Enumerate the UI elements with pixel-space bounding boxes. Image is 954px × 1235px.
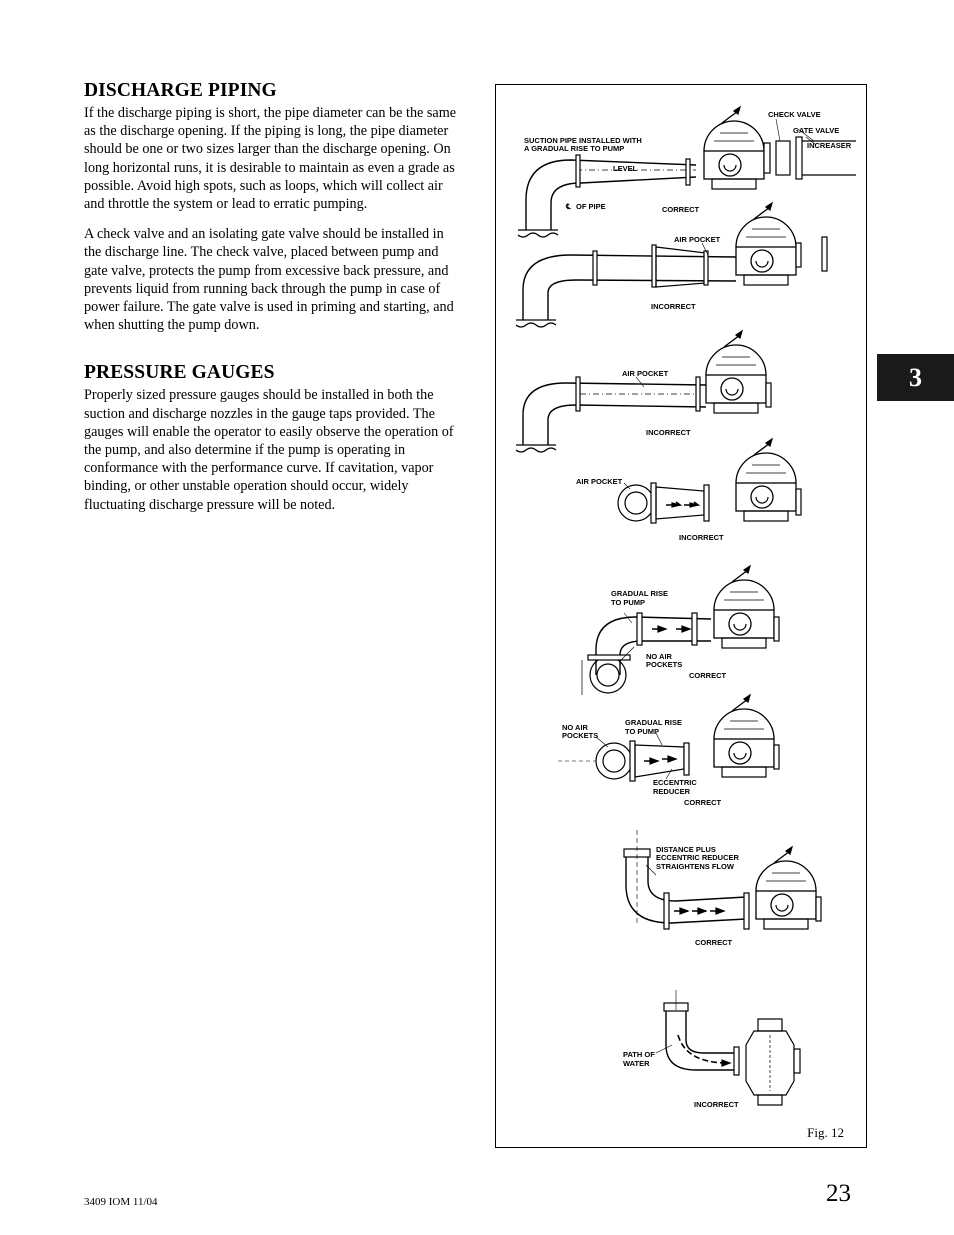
label-incorrect-4: INCORRECT — [694, 1100, 739, 1109]
discharge-paragraph-2: A check valve and an isolating gate valve should be installed in the discharge line. The check valve, placed between pump and gate valve, protects the pump from excessive back pressure, and prevents liquid from running back through the pump in case of power failure. The gate valve is used in priming and starting, and when shutting the pump down. — [84, 226, 454, 334]
label-incorrect-1: INCORRECT — [651, 302, 696, 311]
discharge-paragraph-1: If the discharge piping is short, the pipe diameter can be the same as the discharge opening. If the piping is long, the pipe diameter should be one or two sizes larger than the discharge opening. On long horizontal runs, it is desirable to maintain as even a grade as possible. Avoid high spots, such as loops, which will collect air and throttle the system or lead to erratic pumping. — [84, 105, 457, 213]
label-correct-3: CORRECT — [684, 798, 722, 807]
figure-12-box — [495, 84, 867, 1148]
label-incorrect-3: INCORRECT — [679, 533, 724, 542]
label-gradual-rise-b2: TO PUMP — [625, 727, 660, 736]
diagram-5-correct — [582, 566, 779, 695]
label-air-pocket-1: AIR POCKET — [674, 235, 721, 244]
chapter-tab: 3 — [877, 354, 954, 401]
label-correct-4: CORRECT — [695, 938, 733, 947]
figure-caption: Fig. 12 — [807, 1125, 844, 1140]
label-distance-2: ECCENTRIC REDUCER — [656, 853, 739, 862]
diagram-8-incorrect — [656, 990, 800, 1105]
diagram-3-incorrect — [516, 331, 771, 452]
label-distance-3: STRAIGHTENS FLOW — [656, 862, 734, 871]
page-number: 23 — [826, 1180, 851, 1207]
label-gradual-rise-b1: GRADUAL RISE — [625, 718, 682, 727]
label-no-air-a1: NO AIR — [646, 652, 672, 661]
label-path-2: WATER — [623, 1059, 650, 1068]
footer-doc-code: 3409 IOM 11/04 — [84, 1196, 158, 1208]
label-gradual-rise-a2: TO PUMP — [611, 598, 646, 607]
discharge-piping-heading: DISCHARGE PIPING — [84, 80, 277, 101]
label-air-pocket-3: AIR POCKET — [576, 477, 623, 486]
label-gate-valve: GATE VALVE — [793, 126, 840, 135]
label-incorrect-2: INCORRECT — [646, 428, 691, 437]
label-correct-2: CORRECT — [689, 671, 727, 680]
diagram-7-correct — [624, 830, 821, 929]
label-check-valve: CHECK VALVE — [768, 110, 821, 119]
label-eccentric-2: REDUCER — [653, 787, 691, 796]
label-level: LEVEL — [613, 164, 638, 173]
text-column — [84, 80, 460, 526]
label-correct-1: CORRECT — [662, 205, 700, 214]
label-no-air-b2: POCKETS — [562, 731, 599, 740]
label-suction-pipe-1: SUCTION PIPE INSTALLED WITH — [524, 136, 642, 145]
label-distance-1: DISTANCE PLUS — [656, 845, 716, 854]
label-suction-pipe-2: A GRADUAL RISE TO PUMP — [524, 144, 625, 153]
label-gradual-rise-a1: GRADUAL RISE — [611, 589, 668, 598]
label-increaser: INCREASER — [807, 141, 852, 150]
label-cl-of-pipe: OF PIPE — [576, 202, 606, 211]
label-no-air-b1: NO AIR — [562, 723, 588, 732]
label-air-pocket-2: AIR POCKET — [622, 369, 669, 378]
label-no-air-a2: POCKETS — [646, 660, 683, 669]
label-path-1: PATH OF — [623, 1050, 655, 1059]
label-eccentric-1: ECCENTRIC — [653, 778, 697, 787]
cl-symbol-icon: ℄ — [566, 202, 571, 211]
diagram-4-incorrect — [618, 439, 801, 523]
pressure-gauges-paragraph: Properly sized pressure gauges should be installed in both the suction and discharge nozzles in the gauge taps provided. The gauges will enable the operator to easily observe the operation of the pump, and also determine if the pump is operating in conformance with the performance curve. If cavitation, vapor binding, or other unstable operation should occur, widely fluctuating discharge pressure will be noted. — [84, 387, 454, 513]
piping-diagrams — [496, 85, 868, 1149]
pressure-gauges-heading: PRESSURE GAUGES — [84, 362, 275, 384]
